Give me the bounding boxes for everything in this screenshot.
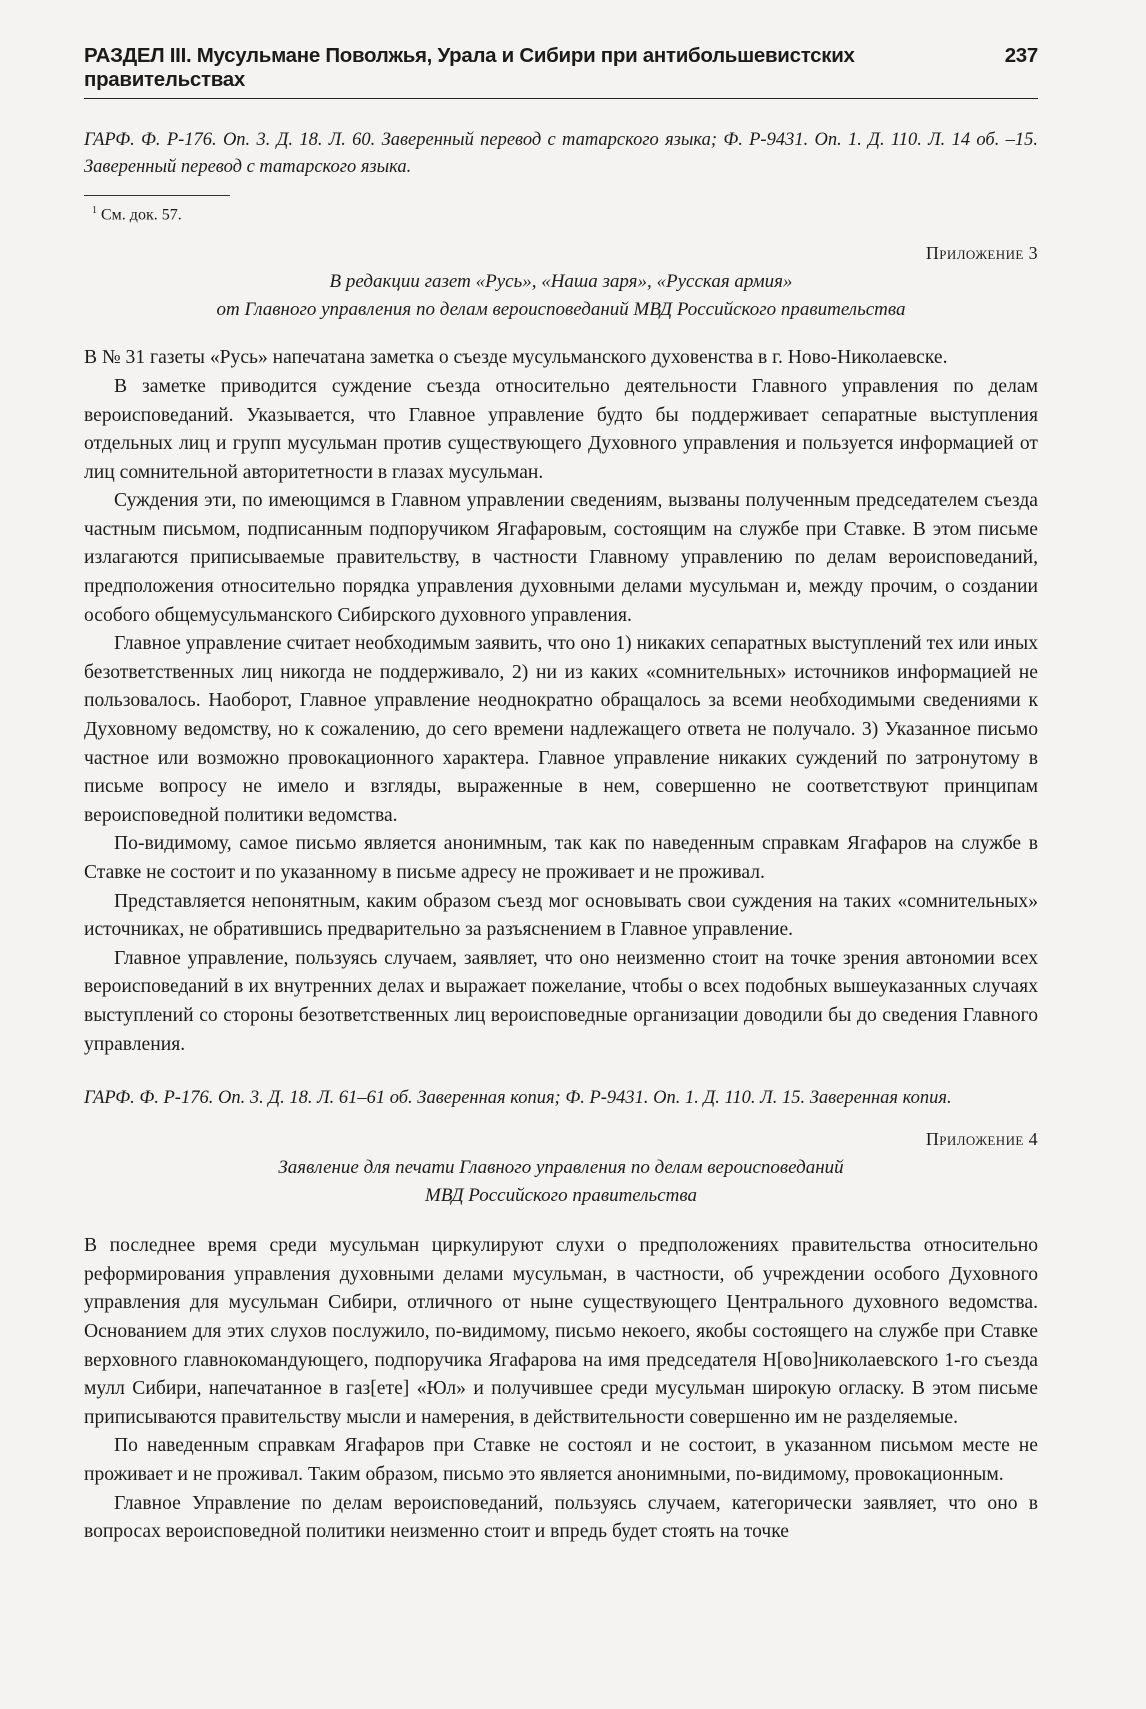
appendix-3-paragraph-2: В заметке приводится суждение съезда относительно деятельности Главного управления по делам вероисповеданий. Указывается, что Главное управление будто бы поддерживает сепаратные выступления отдельных лиц и групп мусульман против существующего Духовного управления и пользуется информацией от лиц сомнительной авторитетности в глазах мусульман.	[84, 375, 1038, 483]
footnote-mark: 1	[92, 205, 97, 216]
appendix-3-title-line-1: В редакции газет «Русь», «Наша заря», «Русская армия»	[329, 271, 793, 293]
footnote	[84, 200, 1038, 226]
appendix-4-title-line-2: МВД Российского правительства	[425, 1185, 697, 1207]
appendix-4-title-line-1: Заявление для печати Главного управления по делам вероисповеданий	[278, 1157, 844, 1179]
appendix-3-paragraph-6: Представляется непонятным, каким образом съезд мог основывать свои суждения на таких «сомнительных» источниках, не обратившись предварительно за разъяснением в Главное управление.	[84, 890, 1038, 941]
appendix-3-paragraph-4: Главное управление считает необходимым заявить, что оно 1) никаких сепаратных выступлений тех или иных безответственных лиц никогда не поддерживало, 2) ни из каких «сомнительных» источников информацией не пользовалось. Наоборот, Главное управление неоднократно обращалось за всеми необходимыми сведениями к Духовному ведомству, но к сожалению, до сего времени надлежащего ответа не получало. 3) Указанное письмо частное или возможно провокационного характера. Главное управление никаких суждений по затронутому в письме вопросу не имело и взгляды, выраженные в нем, совершенно не соответствуют принципам вероисповедной политики ведомства.	[84, 633, 1038, 826]
archival-source-2: ГАРФ. Ф. Р-176. Оп. 3. Д. 18. Л. 61–61 об. Заверенная копия; Ф. Р-9431. Оп. 1. Д. 110. Л. 15. Заверенная копия.	[84, 1088, 952, 1109]
page-number: 237	[1004, 44, 1038, 67]
footnote-text: См. док. 57.	[101, 206, 182, 224]
appendix-3-paragraph-5: По-видимому, самое письмо является анонимным, так как по наведенным справкам Ягафаров на службе в Ставке не состоит и по указанному в письме адресу не проживает и не проживал.	[84, 833, 1038, 884]
appendix-4-label: Приложение 4	[925, 1129, 1038, 1150]
appendix-4-paragraph-1: В последнее время среди мусульман циркулируют слухи о предположениях правительства относительно реформирования управления духовными делами мусульман, в частности, об учреждении особого Духовного управления для мусульман Сибири, отличного от ныне существующего Центрального духовного ведомства. Основанием для этих слухов послужило, по-видимому, письмо некоего, якобы состоящего на службе при Ставке верховного главнокомандующего, подпоручика Ягафарова на имя председателя Н[ово]николаевского 1-го съезда мулл Сибири, напечатанное в газ[ете] «Юл» и получившее среди мусульман широкую огласку. В этом письме приписываются правительству мысли и намерения, в действительности совершенно им не разделяемые.	[84, 1235, 1038, 1428]
appendix-4-paragraph-3: Главное Управление по делам вероисповеданий, пользуясь случаем, категорически заявляет, что оно в вопросах вероисповедной политики неизменно стоит и впредь будет стоять на точке	[84, 1492, 1038, 1543]
running-header	[84, 44, 1038, 99]
archival-source-1: ГАРФ. Ф. Р-176. Оп. 3. Д. 18. Л. 60. Заверенный перевод с татарского языка; Ф. Р-9431. Оп. 1. Д. 110. Л. 14 об. –15. Заверенный перевод с татарского языка.	[84, 130, 1038, 177]
appendix-3-paragraph-3: Суждения эти, по имеющимся в Главном управлении сведениям, вызваны полученным председателем съезда частным письмом, подписанным подпоручиком Ягафаровым, состоящим на службе при Ставке. В этом письме излагаются приписываемые правительству, в частности Главному управлению по делам вероисповеданий, предположения относительно порядка управления духовными делами мусульман и, между прочим, о создании особого общемусульманского Сибирского духовного управления.	[84, 490, 1038, 626]
document-page	[84, 44, 1038, 1547]
appendix-4-paragraph-2: По наведенным справкам Ягафаров при Ставке не состоял и не состоит, в указанном письмом месте не проживает и не проживал. Таким образом, письмо это является анонимными, по-видимому, провокационным.	[84, 1435, 1038, 1485]
appendix-3-title-line-2: от Главного управления по делам вероисповеданий МВД Российского правительства	[216, 299, 906, 321]
appendix-3-paragraph-7: Главное управление, пользуясь случаем, заявляет, что оно неизменно стоит на точке зрения автономии всех вероисповеданий в их внутренних делах и выражает пожелание, чтобы о всех подобных вышеуказанных случаях выступлений со стороны безответственных лиц вероисповедные организации доводили бы до сведения Главного управления.	[84, 947, 1038, 1055]
appendix-3-label: Приложение 3	[925, 243, 1038, 264]
appendix-3-title	[84, 268, 1038, 324]
header-title: РАЗДЕЛ III. Мусульмане Поволжья, Урала и Сибири при антибольшевистских правительствах	[84, 44, 855, 91]
appendix-3-paragraph-1: В № 31 газеты «Русь» напечатана заметка о съезде мусульманского духовенства в г. Ново-Николаевске.	[84, 347, 948, 369]
footnote-divider	[84, 195, 230, 196]
appendix-4-title	[84, 1154, 1038, 1210]
